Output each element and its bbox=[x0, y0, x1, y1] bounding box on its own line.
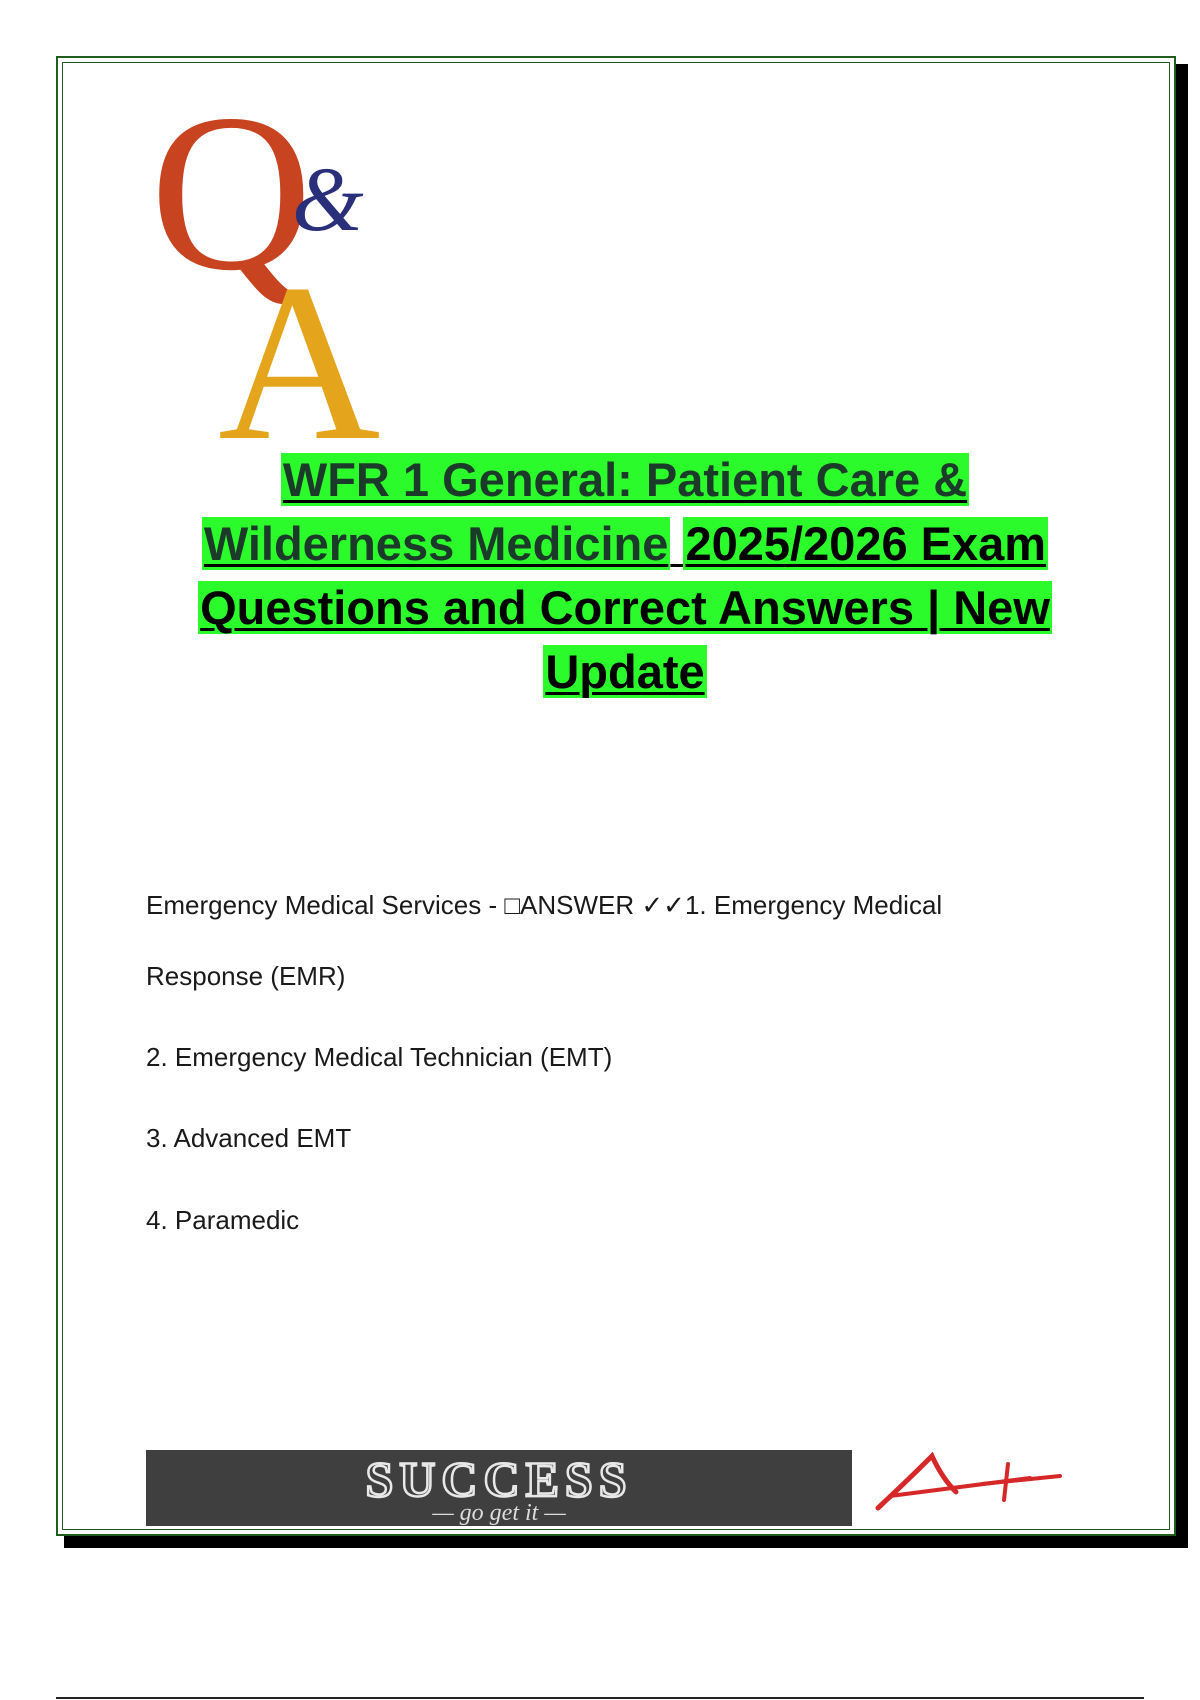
title-part-5: Update bbox=[545, 645, 705, 698]
a-plus-mark bbox=[870, 1448, 1070, 1528]
title-part-2: Wilderness Medicine bbox=[203, 517, 669, 570]
a-plus-a-stroke bbox=[878, 1456, 956, 1508]
logo-ampersand: & bbox=[292, 148, 364, 250]
success-banner bbox=[146, 1450, 852, 1526]
title-part-1: WFR 1 General: Patient Care & bbox=[282, 453, 968, 506]
banner-main-word: SUCCESS bbox=[365, 1451, 633, 1507]
title-part-3: 2025/2026 Exam bbox=[685, 517, 1047, 570]
success-banner-art bbox=[146, 1450, 852, 1526]
logo-q-letter: Q bbox=[150, 78, 313, 317]
logo-a-letter: A bbox=[218, 237, 381, 448]
qa-logo bbox=[150, 78, 390, 448]
answer-item-4: 4. Paramedic bbox=[146, 1205, 300, 1235]
answer-item-3: 3. Advanced EMT bbox=[146, 1123, 352, 1153]
document-title bbox=[150, 448, 1100, 704]
bottom-rule bbox=[56, 1697, 1144, 1699]
question-line bbox=[146, 890, 942, 921]
answer-marker: □ANSWER ✓✓ bbox=[504, 890, 685, 920]
answer-item-1-continuation: Response (EMR) bbox=[146, 961, 346, 991]
title-part-4: Questions and Correct Answers | New bbox=[200, 581, 1050, 634]
answer-item-2: 2. Emergency Medical Technician (EMT) bbox=[146, 1042, 613, 1072]
question-text: Emergency Medical Services - bbox=[146, 890, 505, 920]
banner-sub-text: — go get it — bbox=[432, 1500, 566, 1526]
answer-item-1-start: 1. Emergency Medical bbox=[684, 890, 943, 920]
